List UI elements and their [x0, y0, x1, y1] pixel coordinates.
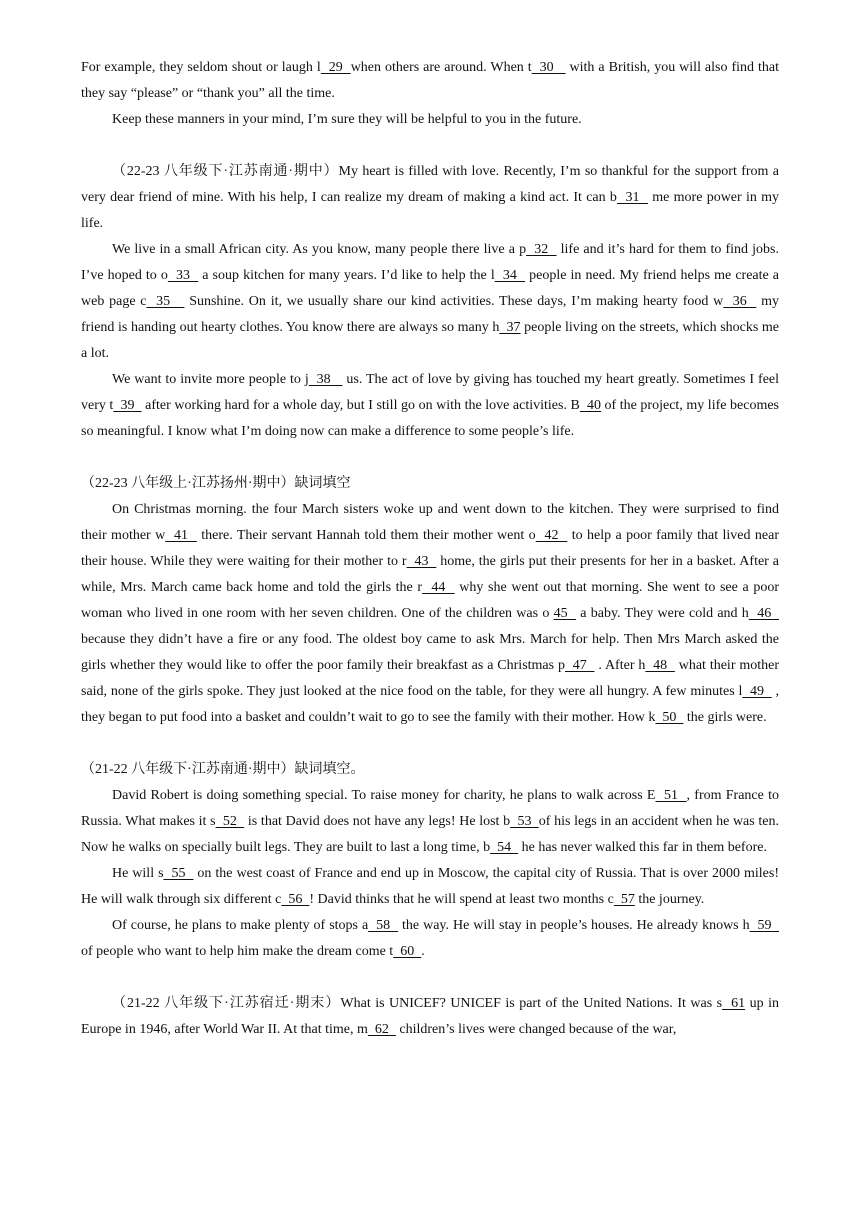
- text-run: when others are around. When t: [350, 60, 532, 75]
- answer-blank: 33: [167, 268, 199, 283]
- text-run: the girls were.: [683, 710, 767, 725]
- paragraph: [81, 861, 779, 913]
- text-run: Of course, he plans to make plenty of stops a: [112, 918, 369, 933]
- answer-blank: 51: [655, 788, 687, 803]
- text-run: Keep these manners in your mind, I’m sure they will be helpful to you in the future.: [112, 112, 582, 127]
- answer-blank: 54: [490, 840, 519, 855]
- answer-blank: 42: [535, 528, 568, 543]
- text-run: , from France to Russia. What makes it s: [81, 788, 779, 829]
- answer-blank: 32: [526, 242, 557, 257]
- answer-blank: 29: [320, 60, 351, 75]
- paragraph-gap: [81, 965, 779, 991]
- answer-blank: 43: [406, 554, 437, 569]
- text-run: （22-23 八年级下·江苏南通·期中）My heart is filled with love. Recently, I’m so thankful for the support from a very dear friend of mine. With his help, I can realize my dream of making a kind act. It can b: [81, 164, 779, 205]
- text-run: We live in a small African city. As you know, many people there live a p: [112, 242, 527, 257]
- text-run: he has never walked this far in them before.: [518, 840, 767, 855]
- text-run: of his legs in an accident when he was ten. Now he walks on specially built legs. They are built to last a long time, b: [81, 814, 779, 855]
- text-run: He will s: [112, 866, 164, 881]
- answer-blank: 53: [510, 814, 539, 829]
- answer-blank: 49: [742, 684, 772, 699]
- paragraph-gap: [81, 445, 779, 471]
- text-run: us. The act of love by giving has touched my heart greatly. Sometimes I feel very t: [81, 372, 780, 413]
- text-run: up in Europe in 1946, after World War II. At that time, m: [81, 996, 780, 1037]
- text-run: the way. He will stay in people’s houses. He already knows h: [398, 918, 750, 933]
- text-run: people living on the streets, which shocks me a lot.: [81, 320, 779, 361]
- answer-blank: 41: [165, 528, 197, 543]
- answer-blank: 60: [393, 944, 422, 959]
- text-run: of the project, my life becomes so meaningful. I know what I’m doing now can make a difference to some people’s life.: [81, 398, 779, 439]
- paragraph: [81, 471, 779, 497]
- document-page: [81, 55, 779, 1043]
- paragraph: [81, 991, 779, 1043]
- paragraph: [81, 757, 779, 783]
- paragraph-gap: [81, 133, 779, 159]
- text-run: on the west coast of France and end up in Moscow, the capital city of Russia. That is over 2000 miles! He will walk through six different c: [81, 866, 779, 907]
- text-run: children’s lives were changed because of the war,: [395, 1022, 677, 1037]
- paragraph: [81, 55, 779, 107]
- text-run: after working hard for a whole day, but I still go on with the love activities. B: [141, 398, 580, 413]
- paragraph: [81, 159, 779, 237]
- answer-blank: 34: [494, 268, 526, 283]
- answer-blank: 59: [749, 918, 780, 933]
- answer-blank: 45: [553, 606, 577, 621]
- text-run: to help a poor family that lived near their house. While they were waiting for their mother to r: [81, 528, 780, 569]
- text-run: because they didn’t have a fire or any food. The oldest boy came to ask Mrs. March for help. Then Mrs March asked the girls whether they would like to offer the poor family their breakfast as a Christmas p: [81, 632, 779, 673]
- text-run: what their mother said, none of the girls spoke. They just looked at the nice food on the table, for they were all hungry. A few minutes l: [81, 658, 780, 699]
- text-run: with a British, you will also find that they say “please” or “thank you” all the time.: [81, 60, 779, 101]
- text-run: why she went out that morning. She went to see a poor woman who lived in one room with her seven children. One of the children was o: [81, 580, 780, 621]
- paragraph: [81, 237, 779, 367]
- paragraph: [81, 913, 779, 965]
- answer-blank: 62: [367, 1022, 396, 1037]
- answer-blank: 36: [723, 294, 757, 309]
- answer-blank: 37: [499, 320, 521, 335]
- answer-blank: 46: [748, 606, 780, 621]
- text-run: （21-22 八年级下·江苏南通·期中）缺词填空。: [81, 762, 365, 777]
- answer-blank: 56: [281, 892, 310, 907]
- text-run: ! David thinks that he will spend at least two months c: [309, 892, 614, 907]
- text-run: a soup kitchen for many years. I’d like to help the l: [198, 268, 495, 283]
- answer-blank: 58: [368, 918, 399, 933]
- text-run: my friend is handing out hearty clothes. You know there are always so many h: [81, 294, 780, 335]
- paragraph-gap: [81, 731, 779, 757]
- answer-blank: 61: [722, 996, 746, 1011]
- answer-blank: 44: [422, 580, 455, 595]
- answer-blank: 38: [308, 372, 343, 387]
- text-run: is that David does not have any legs! He lost b: [244, 814, 511, 829]
- text-run: people in need. My friend helps me create a web page c: [81, 268, 780, 309]
- text-run: Sunshine. On it, we usually share our kind activities. These days, I’m making hearty food w: [184, 294, 724, 309]
- answer-blank: 31: [616, 190, 649, 205]
- paragraph: [81, 783, 779, 861]
- text-run: . After h: [594, 658, 646, 673]
- answer-blank: 55: [163, 866, 194, 881]
- answer-blank: 39: [113, 398, 142, 413]
- text-run: me more power in my life.: [81, 190, 780, 231]
- text-run: （22-23 八年级上·江苏扬州·期中）缺词填空: [81, 476, 351, 491]
- text-run: of people who want to help him make the dream come t: [81, 944, 394, 959]
- answer-blank: 52: [215, 814, 245, 829]
- text-run: the journey.: [634, 892, 705, 907]
- text-run: home, the girls put their presents for her in a basket. After a while, Mrs. March came back home and told the girls the r: [81, 554, 779, 595]
- answer-blank: 50: [655, 710, 684, 725]
- text-run: We want to invite more people to j: [112, 372, 309, 387]
- text-run: a baby. They were cold and h: [576, 606, 749, 621]
- text-run: For example, they seldom shout or laugh l: [81, 60, 321, 75]
- text-run: there. Their servant Hannah told them their mother went o: [196, 528, 536, 543]
- paragraph: [81, 367, 779, 445]
- text-run: David Robert is doing something special. To raise money for charity, he plans to walk across E: [112, 788, 656, 803]
- paragraph: [81, 497, 779, 731]
- text-run: （21-22 八年级下·江苏宿迁·期末）What is UNICEF? UNICEF is part of the United Nations. It was s: [112, 996, 723, 1011]
- answer-blank: 47: [564, 658, 595, 673]
- text-run: On Christmas morning. the four March sisters woke up and went down to the kitchen. They were surprised to find their mother w: [81, 502, 779, 543]
- answer-blank: 40: [579, 398, 601, 413]
- text-run: .: [421, 944, 425, 959]
- paragraph: [81, 107, 779, 133]
- answer-blank: 30: [531, 60, 566, 75]
- answer-blank: 35: [146, 294, 185, 309]
- answer-blank: 48: [645, 658, 675, 673]
- text-run: , they began to put food into a basket and couldn’t wait to go to see the family with their mother. How k: [81, 684, 780, 725]
- text-run: life and it’s hard for them to find jobs. I’ve hoped to o: [81, 242, 779, 283]
- answer-blank: 57: [613, 892, 635, 907]
